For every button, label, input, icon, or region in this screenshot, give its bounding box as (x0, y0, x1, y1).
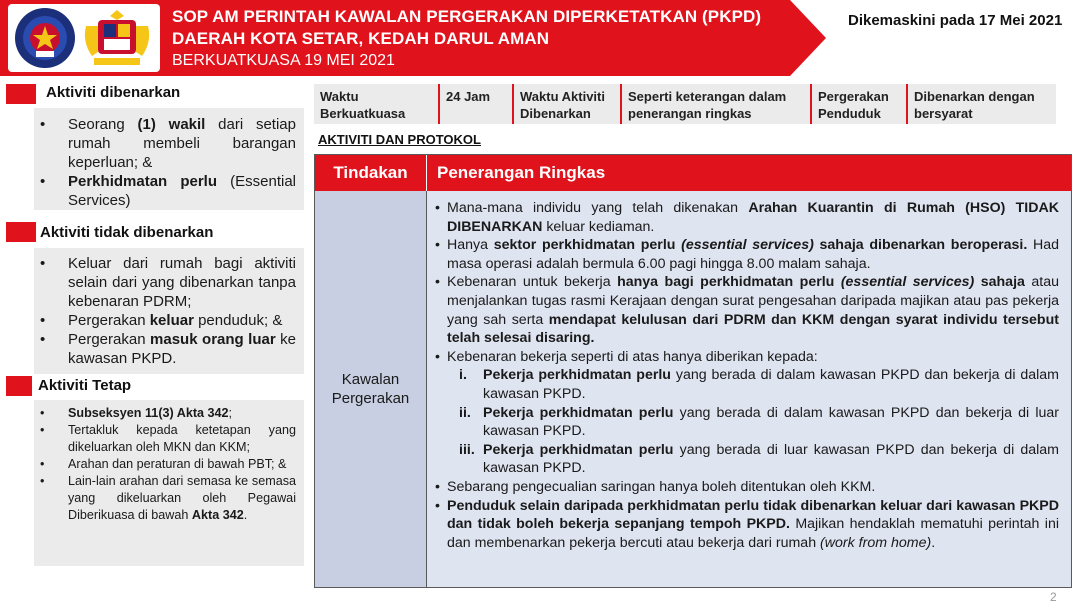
list-item: iii. Pekerja perkhidmatan perlu yang berada di luar kawasan PKPD dan bekerja di dalam kawasan PKPD. (459, 441, 1059, 477)
list-item: • Pergerakan keluar penduduk; & (38, 311, 296, 330)
description-list (435, 199, 1059, 552)
red-marker (6, 222, 36, 242)
list-item: • Subseksyen 11(3) Akta 342; (38, 405, 296, 422)
red-marker (6, 84, 36, 104)
list-item: • Lain-lain arahan dari semasa ke semasa yang dikeluarkan oleh Pegawai Diberikuasa di bawah Akta 342. (38, 473, 296, 524)
list-item: i. Pekerja perkhidmatan perlu yang berada di dalam kawasan PKPD dan bekerja di dalam kawasan PKPD. (459, 367, 1059, 402)
list-item: • Kebenaran bekerja seperti di atas hanya diberikan kepada: i. Pekerja perkhidmatan perlu yang berada di dalam kawasan PKPD dan bekerja di dalam kawasan PKPD. ii. Pekerja perkhidmatan perlu yang berada di dalam kawasan PKPD dan bekerja di luar kawasan PKPD. iii. Pekerja perkhidmatan perlu yang berada di luar kawasan PKPD dan bekerja di dalam kawasan PKPD. (435, 348, 1059, 478)
info-activity-time-label: Waktu Aktiviti Dibenarkan (514, 84, 620, 124)
red-marker (6, 376, 32, 396)
info-effective-time-value: 24 Jam (440, 84, 512, 124)
roman-list (447, 366, 1059, 478)
protocol-table (314, 154, 1072, 588)
list-item: • Keluar dari rumah bagi aktiviti selain dari yang dibenarkan tanpa kebenaran PDRM; (38, 254, 296, 311)
fixed-list (38, 405, 296, 524)
table-header-action: Tindakan (315, 155, 427, 191)
header-banner (0, 0, 1080, 76)
fixed-box (34, 400, 304, 566)
header-effective-date: BERKUATKUASA 19 MEI 2021 (172, 52, 395, 69)
list-item: ii. Pekerja perkhidmatan perlu yang berada di dalam kawasan PKPD dan bekerja di luar kawasan PKPD. (459, 404, 1059, 440)
list-item: • Kebenaran untuk bekerja hanya bagi perkhidmatan perlu (essential services) sahaja atau menjalankan tugas rasmi Kerajaan dengan surat pengesahan daripada majikan atau pas pekerja yang sah serta mendapat kelulusan dari PDRM dan KKM dengan syarat individu tersebut telah selesai disaring. (435, 273, 1059, 347)
header-title-line2: DAERAH KOTA SETAR, KEDAH DARUL AMAN (172, 29, 550, 48)
list-item: • Penduduk selain daripada perkhidmatan perlu tidak dibenarkan keluar dari kawasan PKPD dan tidak boleh bekerja sepanjang tempoh PKPD. Majikan hendaklah mematuhi perintah ini dan membenarkan pekerja bercuti atau bekerja dari rumah (work from home). (435, 497, 1059, 553)
table-description-cell (427, 191, 1071, 587)
info-activity-time-value: Seperti keterangan dalam penerangan ringkas (622, 84, 810, 124)
header-title-block (172, 6, 761, 71)
fixed-heading: Aktiviti Tetap (38, 377, 132, 394)
list-item: • Perkhidmatan perlu (Essential Services) (38, 172, 296, 210)
allowed-heading: Aktiviti dibenarkan (46, 84, 181, 101)
protocol-title: AKTIVITI DAN PROTOKOL (318, 132, 481, 147)
list-item: • Sebarang pengecualian saringan hanya boleh ditentukan oleh KKM. (435, 478, 1059, 497)
page-number: 2 (1050, 590, 1057, 604)
list-item: • Arahan dan peraturan di bawah PBT; & (38, 456, 296, 473)
header-title-line1: SOP AM PERINTAH KAWALAN PERGERAKAN DIPERKETATKAN (PKPD) (172, 7, 762, 26)
pdrm-logo-icon (14, 7, 76, 69)
national-crest-icon (80, 6, 154, 70)
list-item: • Mana-mana individu yang telah dikenakan Arahan Kuarantin di Rumah (HSO) TIDAK DIBENARKAN keluar kediaman. (435, 199, 1059, 236)
allowed-list (38, 115, 296, 210)
info-movement-value: Dibenarkan dengan bersyarat (908, 84, 1056, 124)
updated-date: Dikemaskini pada 17 Mei 2021 (848, 12, 1063, 29)
info-effective-time-label: Waktu Berkuatkuasa (314, 84, 438, 124)
list-item: • Pergerakan masuk orang luar ke kawasan PKPD. (38, 330, 296, 368)
table-header-description: Penerangan Ringkas (427, 155, 1071, 191)
table-row-label: Kawalan Pergerakan (315, 191, 427, 587)
list-item: • Tertakluk kepada ketetapan yang dikeluarkan oleh MKN dan KKM; (38, 422, 296, 456)
not-allowed-box (34, 248, 304, 374)
allowed-box (34, 108, 304, 210)
list-item: • Hanya sektor perkhidmatan perlu (essential services) sahaja dibenarkan beroperasi. Had masa operasi adalah bermula 6.00 pagi hingga 8.00 malam sahaja. (435, 236, 1059, 273)
list-item: • Seorang (1) wakil dari setiap rumah membeli barangan keperluan; & (38, 115, 296, 172)
not-allowed-heading: Aktiviti tidak dibenarkan (40, 224, 214, 241)
not-allowed-list (38, 254, 296, 368)
info-movement-label: Pergerakan Penduduk (812, 84, 906, 124)
